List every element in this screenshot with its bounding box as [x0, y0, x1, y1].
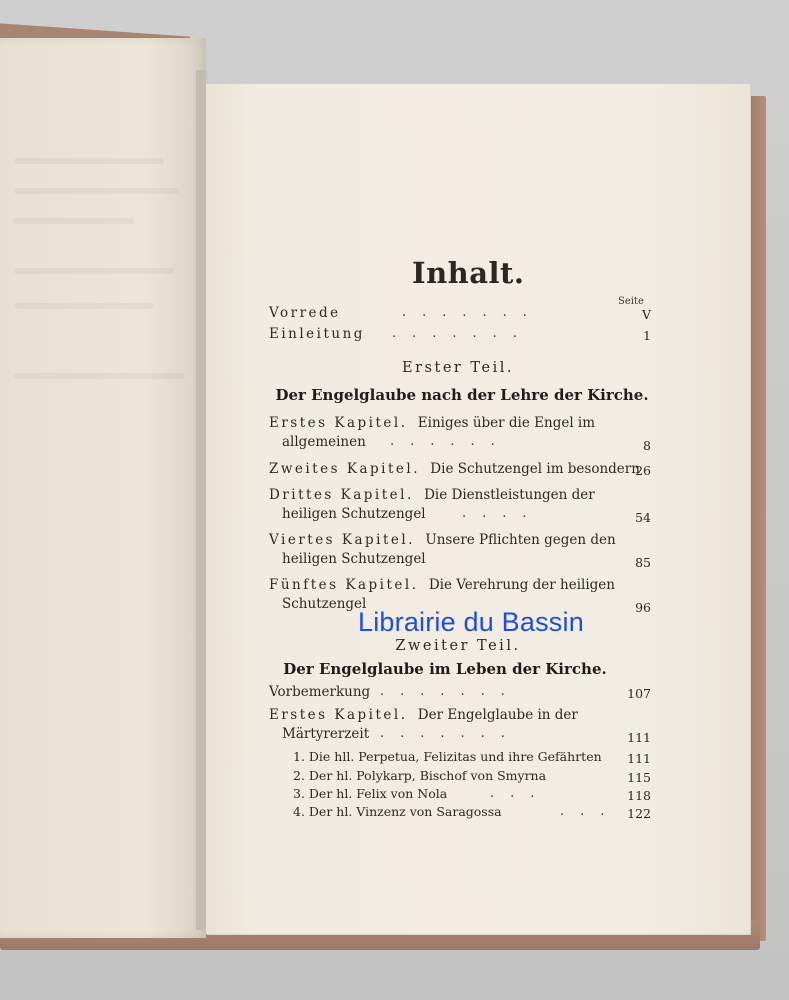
chapter-title: Die Schutzengel im besondern	[430, 461, 640, 477]
page-number: 1	[643, 328, 651, 343]
leader-dots: .......	[402, 305, 543, 320]
toc-entry-vorrede: Vorrede	[269, 305, 341, 321]
chapter-entry	[269, 487, 595, 503]
chapter-title: Einiges über die Engel im	[417, 415, 596, 431]
page-number: 115	[627, 770, 651, 785]
page-number: 107	[627, 686, 651, 701]
sub-entry: 1. Die hll. Perpetua, Felizitas und ihre Gefährten	[293, 749, 602, 764]
leader-dots: ....	[462, 506, 543, 521]
bleed-through-line	[14, 218, 134, 224]
bleed-through-line	[14, 268, 174, 274]
chapter-title-cont: heiligen Schutzengel	[282, 506, 426, 522]
chapter-title: Unsere Pflichten gegen den	[425, 532, 616, 548]
bleed-through-line	[14, 373, 184, 379]
chapter-title-cont: Schutzengel	[282, 596, 367, 612]
part-title: Der Engelglaube nach der Lehre der Kirche.	[275, 386, 649, 404]
bleed-through-line	[14, 188, 179, 194]
sub-entry: 2. Der hl. Polykarp, Bischof von Smyrna	[293, 768, 547, 783]
part-heading: Zweiter Teil.	[395, 638, 521, 654]
part-heading: Erster Teil.	[402, 360, 514, 376]
chapter-entry	[269, 707, 578, 723]
page-number: 54	[635, 510, 651, 525]
page-number: 122	[627, 806, 651, 821]
toc-title: Inhalt.	[412, 256, 525, 290]
page-number: V	[641, 307, 651, 322]
bleed-through-line	[14, 303, 154, 309]
page-number: 111	[627, 730, 651, 745]
leader-dots: ......	[390, 434, 511, 449]
page-number: 96	[635, 600, 651, 615]
sub-entry: 3. Der hl. Felix von Nola	[293, 786, 448, 801]
toc-entry-vorbemerkung: Vorbemerkung	[269, 684, 371, 700]
page-column-label: Seite	[618, 296, 644, 307]
chapter-title-cont: allgemeinen	[282, 434, 366, 450]
chapter-title: Die Dienstleistungen der	[424, 487, 595, 503]
leader-dots: ...	[490, 786, 551, 801]
watermark-text: Librairie du Bassin	[358, 607, 584, 637]
leader-dots: .......	[392, 326, 533, 341]
part-title: Der Engelglaube im Leben der Kirche.	[283, 660, 607, 678]
page-number: 8	[643, 438, 651, 453]
leader-dots: .......	[380, 726, 521, 741]
chapter-entry	[269, 461, 640, 477]
left-page	[0, 38, 206, 938]
chapter-title: Der Engelglaube in der	[417, 707, 578, 723]
page-number: 26	[635, 463, 651, 478]
bleed-through-line	[14, 158, 164, 164]
chapter-entry	[269, 577, 615, 593]
page-number: 118	[627, 788, 651, 803]
chapter-label: Zweites Kapitel.	[269, 461, 420, 477]
chapter-entry	[269, 415, 595, 431]
chapter-label: Erstes Kapitel.	[269, 415, 408, 431]
chapter-title-cont: Märtyrerzeit	[282, 726, 370, 742]
leader-dots: .......	[380, 684, 521, 699]
chapter-label: Drittes Kapitel.	[269, 487, 414, 503]
chapter-label: Viertes Kapitel.	[269, 532, 416, 548]
leader-dots: ...	[560, 804, 621, 819]
page-number: 85	[635, 555, 651, 570]
toc-entry-einleitung: Einleitung	[269, 326, 365, 342]
sub-entry: 4. Der hl. Vinzenz von Saragossa	[293, 804, 502, 819]
chapter-entry	[269, 532, 616, 548]
chapter-label: Erstes Kapitel.	[269, 707, 408, 723]
page-number: 111	[627, 751, 651, 766]
chapter-title: Die Verehrung der heiligen	[428, 577, 615, 593]
chapter-label: Fünftes Kapitel.	[269, 577, 419, 593]
chapter-title-cont: heiligen Schutzengel	[282, 551, 426, 567]
